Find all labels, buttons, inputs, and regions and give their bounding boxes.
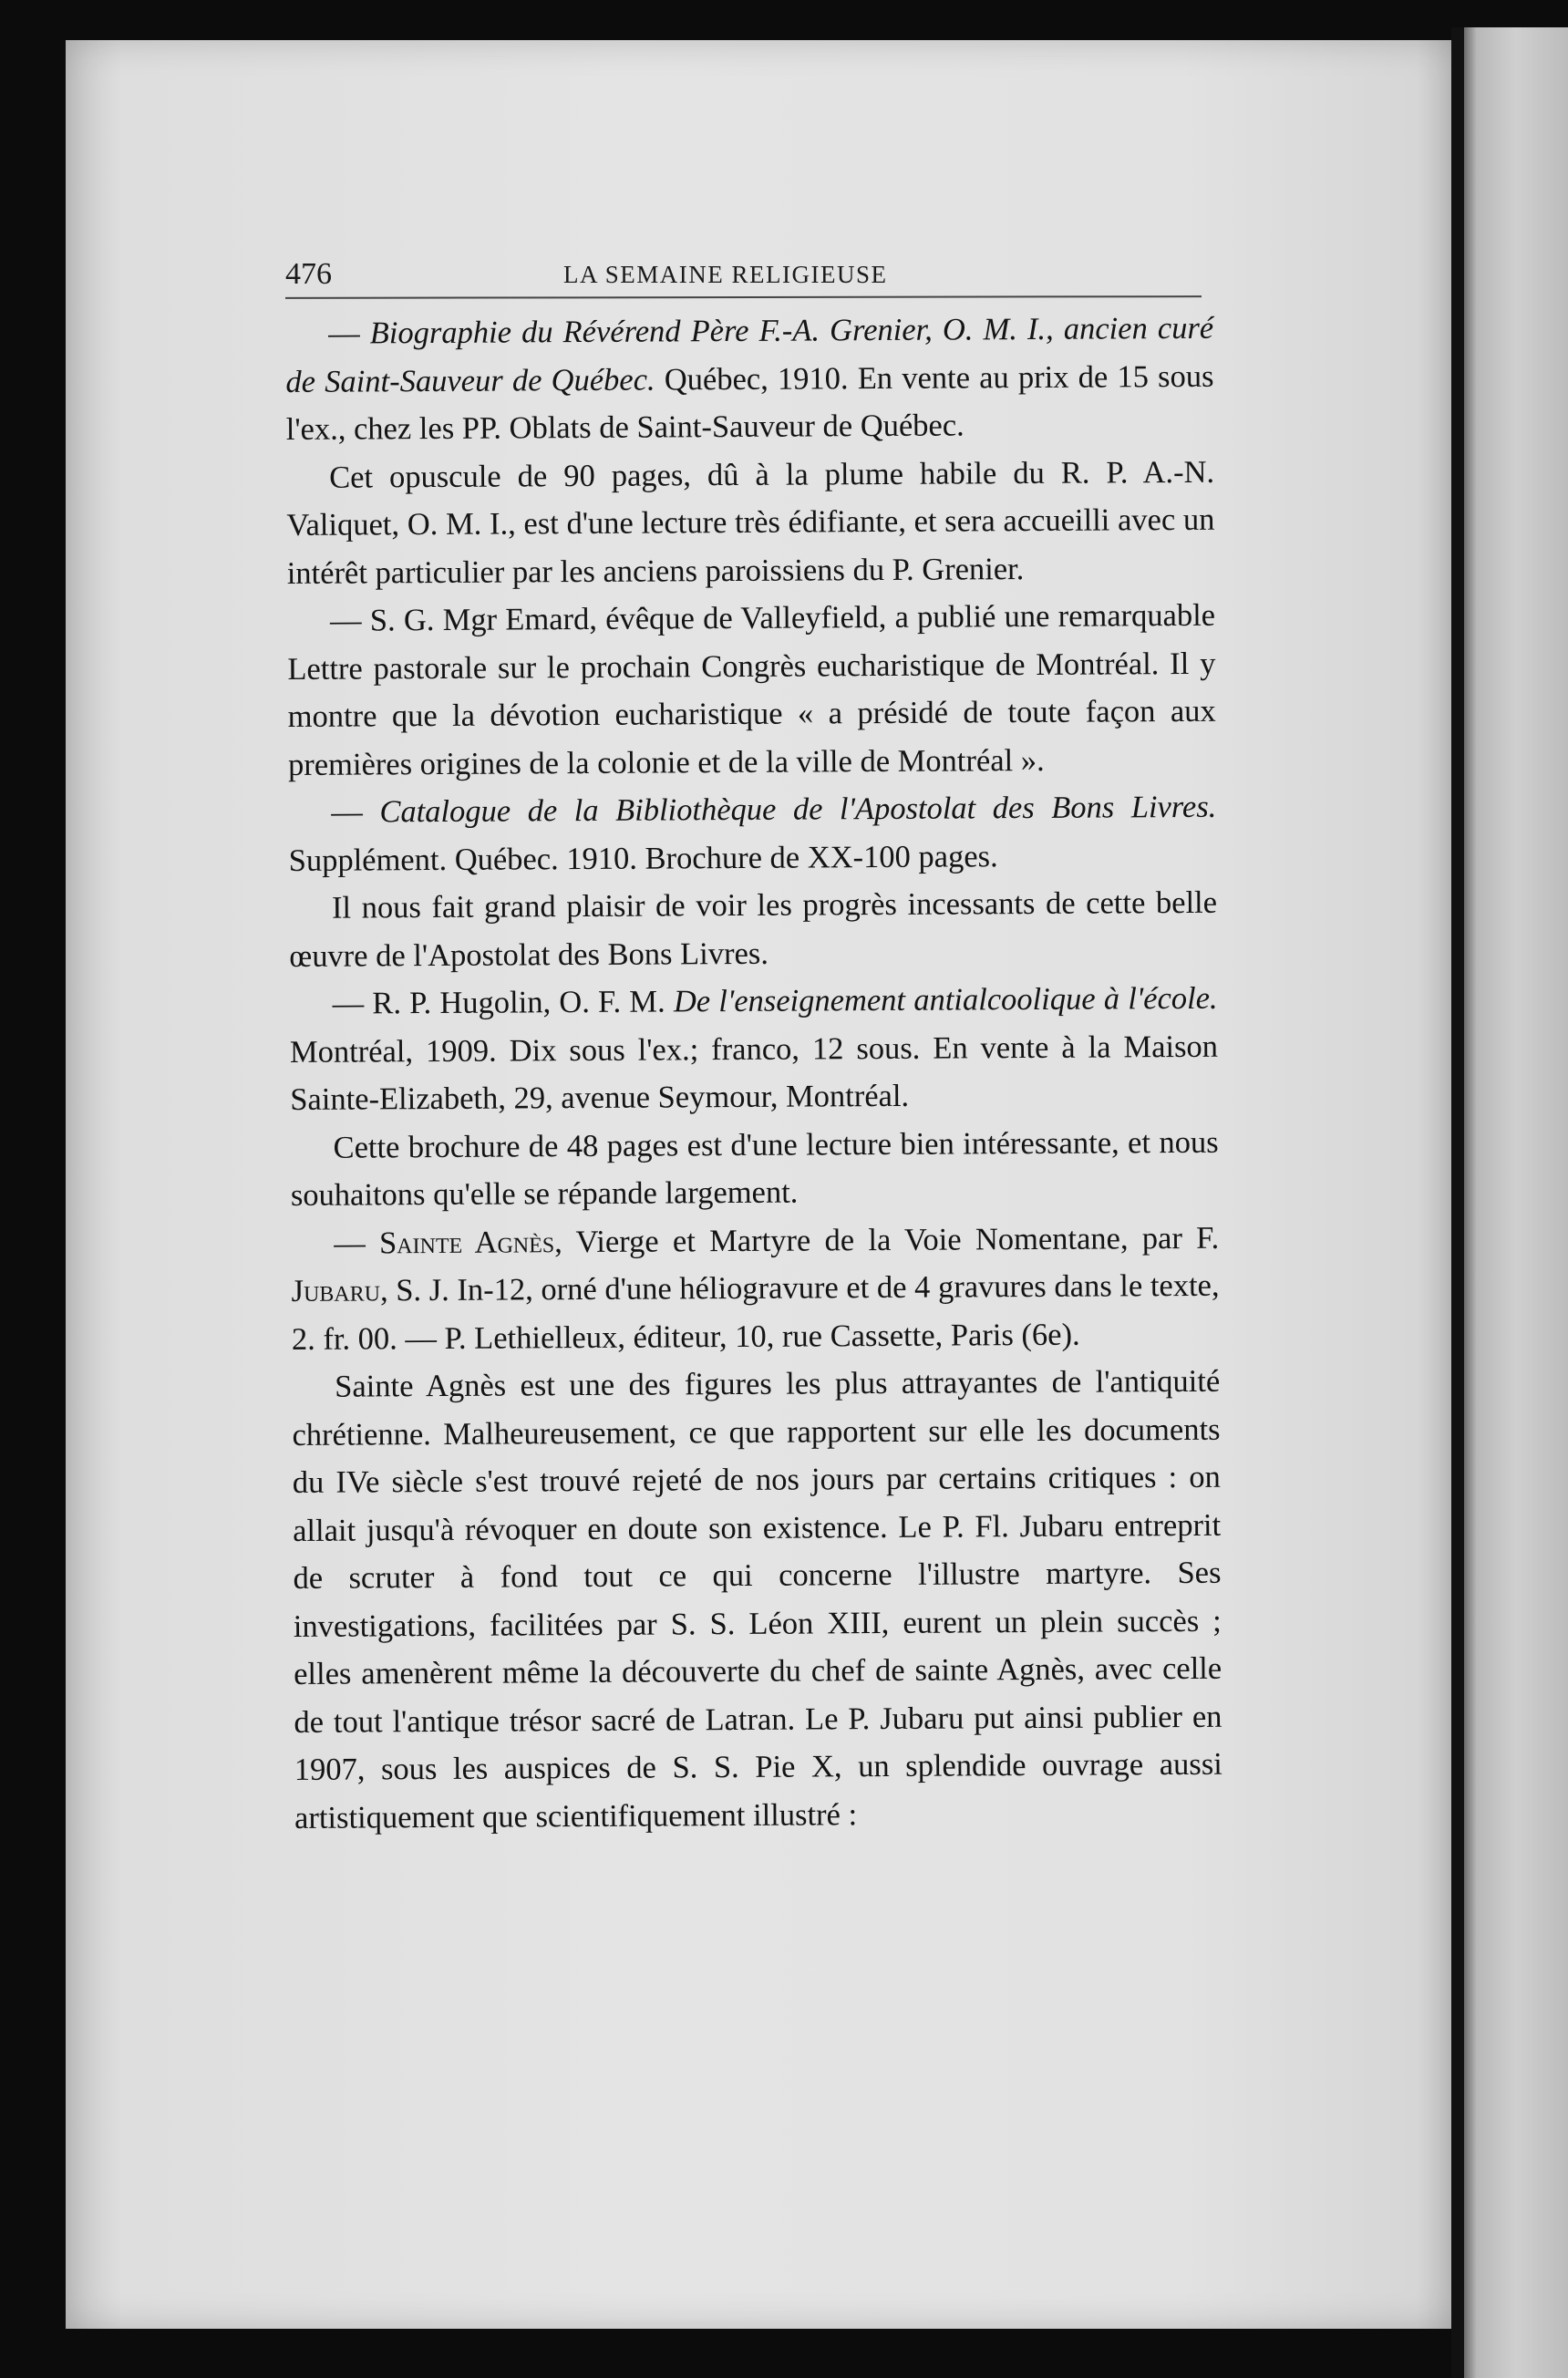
book-title: Catalogue de la Bibliothèque de l'Apostolat des Bons Livres. xyxy=(379,789,1217,830)
adjacent-page-edge xyxy=(1464,27,1568,2378)
paragraph-brochure-comment: Cette brochure de 48 pages est d'une lecture bien intéressante, et nous souhaitons qu'elle se répande largement. xyxy=(290,1124,1219,1213)
paragraph-catalogue: — Catalogue de la Bibliothèque de l'Apostolat des Bons Livres. Supplément. Québec. 1910. Brochure de XX-100 pages. xyxy=(288,789,1217,878)
page-header xyxy=(285,257,1202,297)
book-title: Sainte Agnès xyxy=(378,1224,555,1260)
paragraph-grenier-biography: — Biographie du Révérend Père F.-A. Grenier, O. M. I., ancien curé de Saint-Sauveur de Québec. Québec, 1910. En vente au prix de 15 sous l'ex., chez les PP. Oblats de Saint-Sauveur de Québec. xyxy=(285,310,1214,447)
book-title: Biographie du Révérend Père F.-A. Grenier, O. M. I., ancien curé de Saint-Sauveur de Québec. xyxy=(285,310,1214,399)
paragraph-apostolat-comment: Il nous fait grand plaisir de voir les progrès incessants de cette belle œuvre de l'Apostolat des Bons Livres. xyxy=(289,884,1218,974)
paragraph-agnes-review: Sainte Agnès est une des figures les plus attrayantes de l'antiquité chrétienne. Malheureusement, ce que rapportent sur elle les documents du IVe siècle s'est trouvé rejeté de nos jours par certains critiques : on allait jusqu'à révoquer en doute son existence. Le P. Fl. Jubaru entreprit de scruter à fond tout ce qui concerne l'illustre martyre. Ses investigations, facilitées par S. S. Léon XIII, eurent un plein succès ; elles amenèrent même la découverte du chef de sainte Agnès, avec celle de tout l'antique trésor sacré de Latran. Le P. Jubaru put ainsi publier en 1907, sous les auspices de S. S. Pie X, un splendide ouvrage aussi artistiquement que scientifiquement illustré : xyxy=(292,1363,1222,1835)
paragraph-valiquet-review: Cet opuscule de 90 pages, dû à la plume habile du R. P. A.-N. Valiquet, O. M. I., est d'une lecture très édifiante, et sera accueilli avec un intérêt particulier par les anciens paroissiens du P. Grenier. xyxy=(286,454,1215,591)
running-title: LA SEMAINE RELIGIEUSE xyxy=(563,261,888,288)
paragraph-emard-letter: — S. G. Mgr Emard, évêque de Valleyfield, a publié une remarquable Lettre pastorale sur le prochain Congrès eucharistique de Montréal. Il y montre que la dévotion eucharistique « a présidé de toute façon aux premières origines de la colonie et de la ville de Montréal ». xyxy=(287,597,1216,782)
paragraph-hugolin: — R. P. Hugolin, O. F. M. De l'enseignement antialcoolique à l'école. Montréal, 1909. Dix sous l'ex.; franco, 12 sous. En vente à la Maison Sainte-Elizabeth, 29, avenue Seymour, Montréal. xyxy=(289,980,1219,1117)
page-number: 476 xyxy=(285,257,332,291)
author-name: Jubaru xyxy=(291,1273,381,1308)
paragraph-sainte-agnes: — Sainte Agnès, Vierge et Martyre de la Voie Nomentane, par F. Jubaru, S. J. In-12, orné d'une héliogravure et de 4 gravures dans le texte, 2. fr. 00. — P. Lethielleux, éditeur, 10, rue Cassette, Paris (6e). xyxy=(291,1220,1220,1357)
article-body xyxy=(285,305,1222,1842)
book-title: De l'enseignement antialcoolique à l'école. xyxy=(673,980,1218,1019)
